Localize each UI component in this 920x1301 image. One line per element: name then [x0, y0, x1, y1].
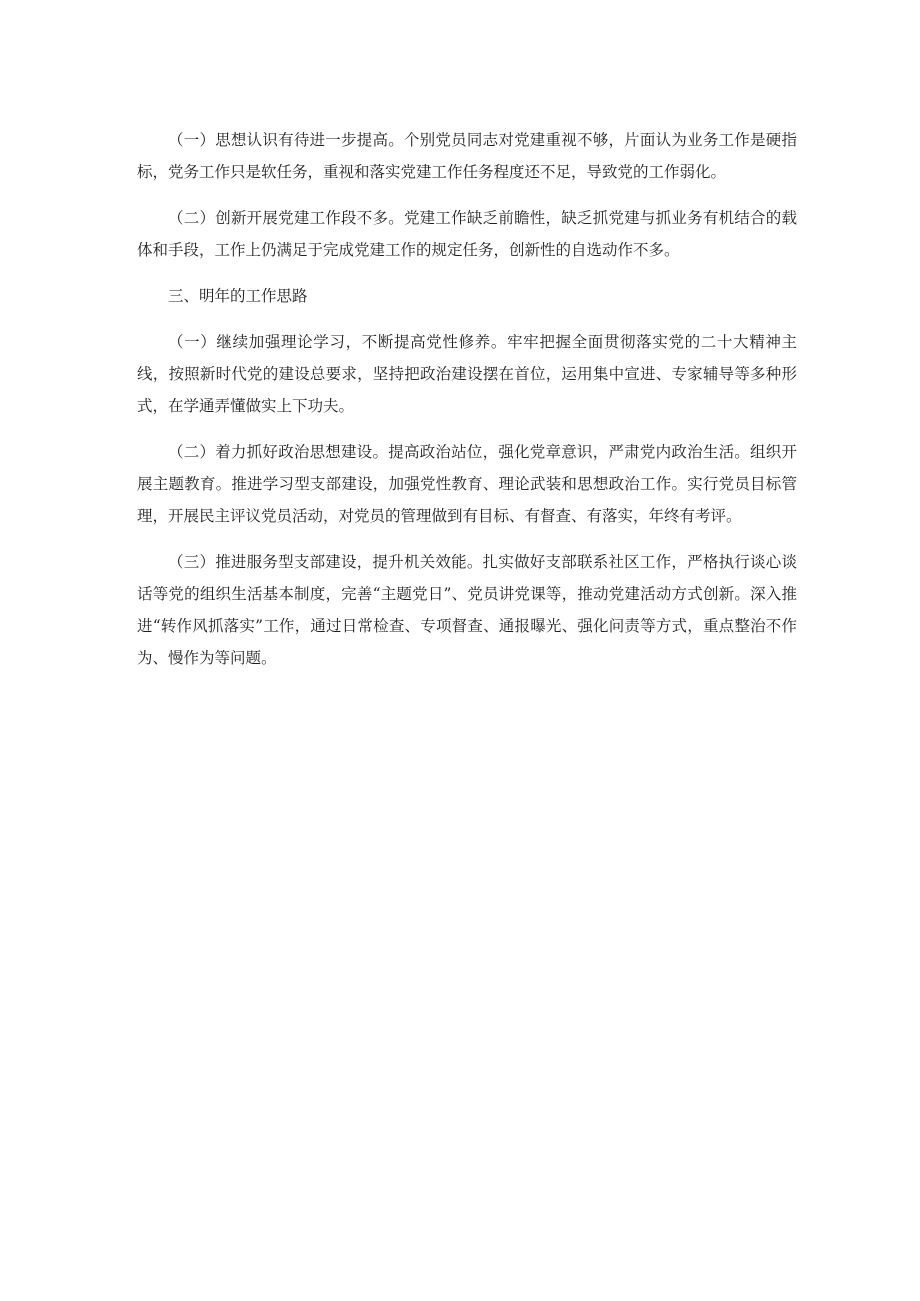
paragraph-innovation-methods: （二）创新开展党建工作段不多。党建工作缺乏前瞻性，缺乏抓党建与抓业务有机结合的载体和手段，工作上仍满足于完成党建工作的规定任务，创新性的自选动作不多。	[137, 209, 797, 259]
paragraph-service-branch: （三）推进服务型支部建设，提升机关效能。扎实做好支部联系社区工作，严格执行谈心谈话等党的组织生活基本制度，完善“主题党日”、党员讲党课等，推动党建活动方式创新。深入推进“转作风抓落实”工作，通过日常检查、专项督查、通报曝光、强化问责等方式，重点整治不作为、慢作为等问题。	[137, 553, 797, 667]
paragraph-theory-study: （一）继续加强理论学习，不断提高党性修养。牢牢把握全面贯彻落实党的二十大精神主线，按照新时代党的建设总要求，坚持把政治建设摆在首位，运用集中宣进、专家辅导等多种形式，在学通弄懂做实上下功夫。	[137, 333, 797, 415]
section-heading: 三、明年的工作思路	[168, 287, 308, 305]
paragraph-political-building: （二）着力抓好政治思想建设。提高政治站位，强化党章意识，严肃党内政治生活。组织开展主题教育。推进学习型支部建设，加强党性教育、理论武装和思想政治工作。实行党员目标管理，开展民主评议党员活动，对党员的管理做到有目标、有督查、有落实，年终有考评。	[137, 443, 797, 525]
paragraph-thinking-awareness: （一）思想认识有待进一步提高。个别党员同志对党建重视不够，片面认为业务工作是硬指标，党务工作只是软任务，重视和落实党建工作任务程度还不足，导致党的工作弱化。	[137, 131, 797, 181]
document-body	[137, 124, 797, 688]
